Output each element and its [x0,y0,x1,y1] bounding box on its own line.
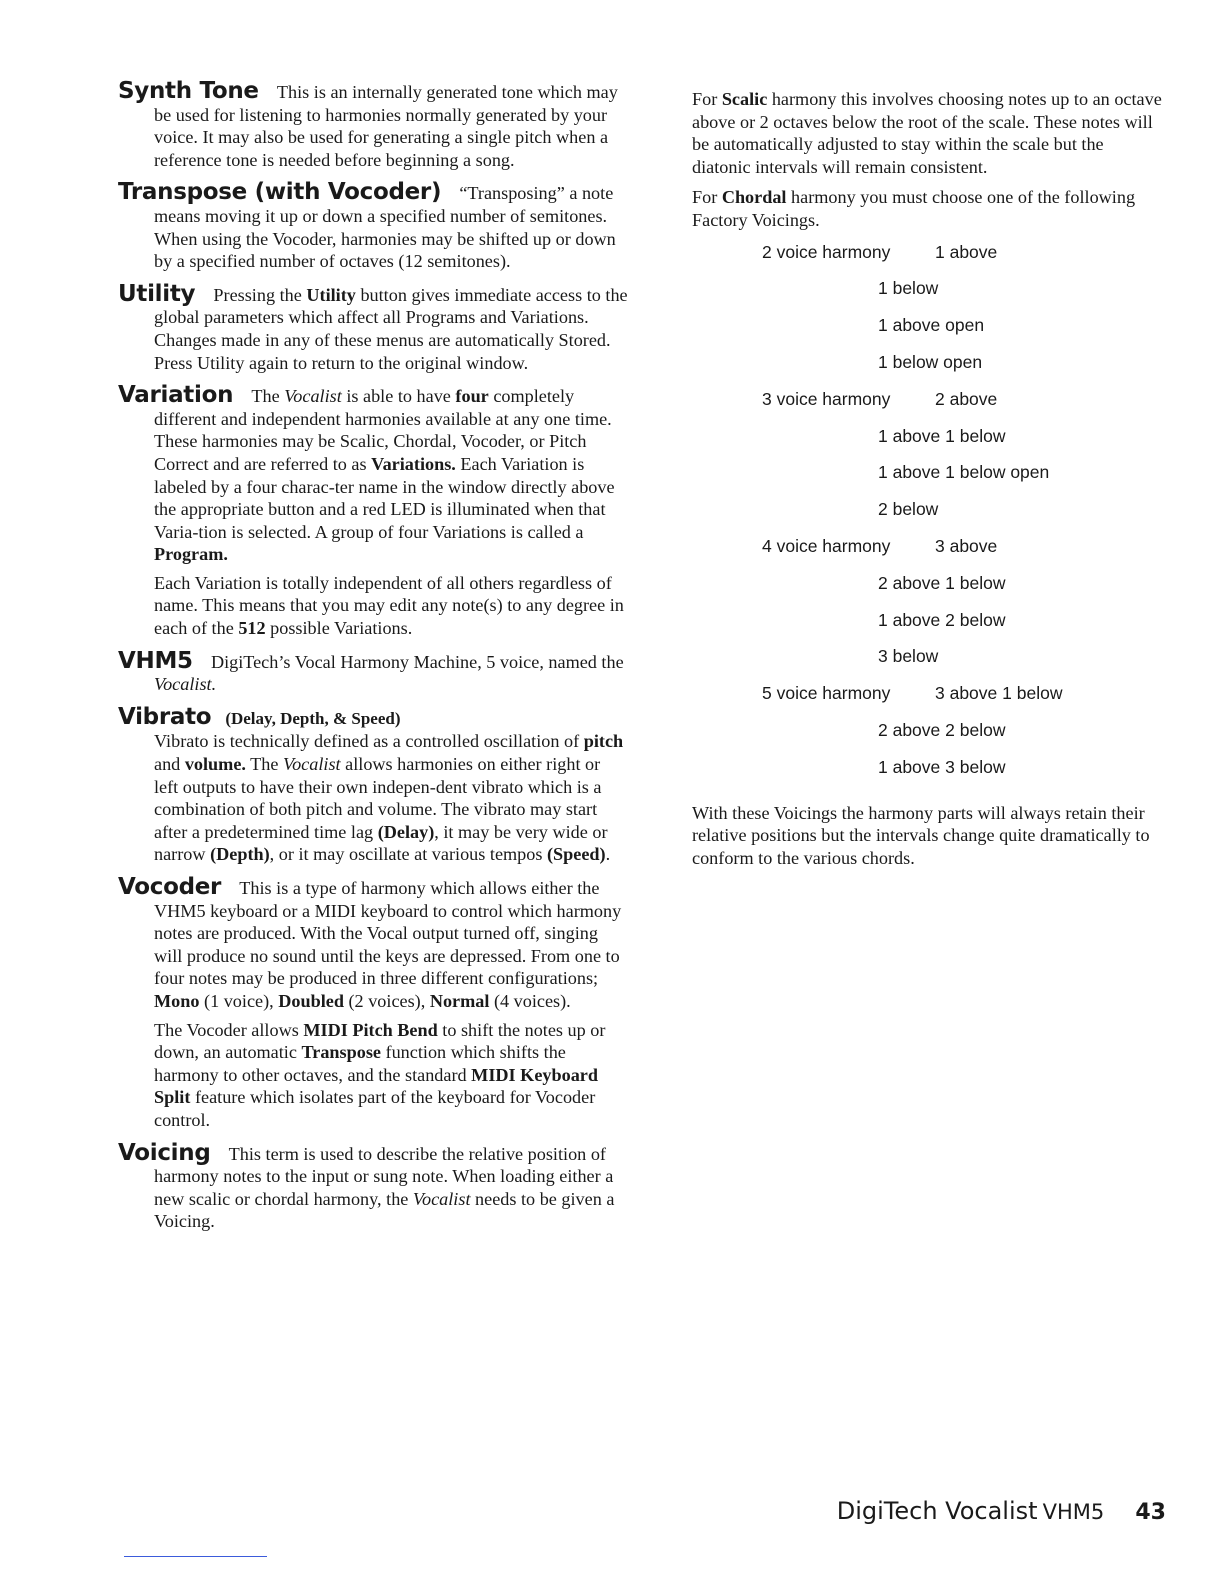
footer-model: VHM5 [1042,1500,1105,1524]
voicing-value: 2 below [878,499,939,520]
glossary-entry [118,80,628,171]
text-run: and [154,754,185,775]
bold-text: Chordal [721,187,787,208]
glossary-term: Variation [118,382,234,409]
definition-paragraph [118,80,628,171]
bold-text: 512 [238,618,266,639]
bottom-divider [124,1556,267,1557]
text-run: harmony you must choose one of the following Factory Voicings. [692,187,1136,230]
bold-text: volume. [184,754,246,775]
definition-paragraph [118,572,628,640]
text-run: For [692,89,722,109]
glossary-entry [118,703,628,866]
glossary-entry [118,280,628,374]
text-run: “Transposing” a note means moving it up or down a specified number of semitones. When using the Vocoder, harmonies may be shifted up or down by a specified number of octaves (12 semitones). [154,183,616,272]
body-paragraph [692,802,1162,870]
voicing-group-label: 4 voice harmony [762,535,891,556]
voicing-value: 1 above [935,241,998,262]
text-run: completely different and independent harmonies available at any one time. These harmonies may be Scalic, Chordal, Vocoder, or Pitch Correct and are referred to as [154,386,612,474]
bold-text: Scalic [721,89,768,109]
voicing-row [692,499,1162,536]
voicing-row [692,352,1162,389]
body-paragraph [692,88,1162,178]
term-subtitle: (Delay, Depth, & Speed) [225,708,401,728]
text-run: Each Variation is totally independent of all others regardless of name. This means that you may edit any note(s) to any degree in each of the [154,572,624,639]
text-run: button gives immediate access to the global parameters which affect all Programs and Variations. Changes made in any of these menus are automatically Stored. Press Utility again to return to the original window. [154,284,628,373]
glossary-term: Transpose (with Vocoder) [118,179,442,206]
glossary-entry [118,876,628,1132]
text-run: The [251,386,285,407]
text-run: function which shifts the harmony to other octaves, and the standard [154,1042,566,1085]
voicing-row [692,536,1162,573]
text-run: , or it may oscillate at various tempos [269,844,547,865]
glossary-term: Vibrato [118,703,212,730]
voicing-value: 1 above 2 below [878,609,1006,630]
text-run: The [245,754,283,775]
definition-paragraph [118,876,628,1013]
voicing-outro [692,802,1162,870]
footer-title: DigiTech Vocalist [836,1497,1038,1525]
text-run: (4 voices). [489,990,571,1011]
glossary-entry [118,181,628,272]
voicing-row [692,389,1162,426]
text-run: Vibrato is technically defined as a controlled oscillation of [154,731,584,752]
glossary-term: Synth Tone [118,78,259,104]
bold-text: Program. [154,544,228,565]
bold-text: Transpose [301,1042,381,1063]
voicing-value: 3 above 1 below [935,683,1063,704]
voicing-row [692,315,1162,352]
bold-text: (Delay) [377,821,435,842]
voicing-value: 2 above 1 below [878,572,1006,593]
bold-text: (Depth) [210,844,270,865]
text-run: feature which isolates part of the keyboard for Vocoder control. [154,1087,596,1130]
italic-text: Vocalist. [154,674,217,695]
voicing-value: 1 above 3 below [878,756,1006,777]
bold-text: MIDI Keyboard Split [154,1064,598,1108]
italic-text: Vocalist [284,386,342,407]
bold-text: four [455,386,489,407]
text-run: , it may be very wide or narrow [154,821,608,865]
glossary-term: VHM5 [118,647,193,674]
text-run: This is an internally generated tone which may be used for listening to harmonies normally generated by your voice. It may also be used for generating a single pitch when a reference tone is needed before beginning a song. [154,82,618,170]
glossary-entry [118,384,628,640]
bold-text: Doubled [278,990,344,1011]
bold-text: Mono [154,990,200,1011]
text-run: Each Variation is labeled by a four charac-ter name in the window directly above the appropriate button and a red LED is illuminated when that Varia-tion is selected. A group of four Variations is called a [154,453,615,542]
voicing-row [692,646,1162,683]
glossary-entry [118,1139,628,1233]
bold-text: (Speed) [546,844,606,865]
voicing-group-label: 3 voice harmony [762,388,891,409]
text-run: harmony this involves choosing notes up to an octave above or 2 octaves below the root of the scale. These notes will be automatically adjusted to stay within the scale but the diatonic intervals will remain consistent. [692,89,1162,177]
bold-text: Variations. [371,453,456,474]
voicing-group-label: 2 voice harmony [762,241,891,262]
voicing-value: 3 below [878,646,939,667]
definition-paragraph [118,703,628,866]
voicing-row [692,278,1162,315]
italic-text: Vocalist [412,1188,471,1209]
text-run: This term is used to describe the relative position of harmony notes to the input or sung note. When loading either a new scalic or chordal harmony, the [154,1143,614,1209]
voicing-row [692,720,1162,757]
text-run: DigiTech’s Vocal Harmony Machine, 5 voice, named the [210,651,624,672]
page-footer [837,1497,1166,1525]
voicing-row [692,426,1162,463]
voicing-value: 1 below [878,278,939,299]
text-run: Pressing the [213,284,307,305]
voicing-row [692,573,1162,610]
definition-paragraph [118,181,628,272]
voicing-group-label: 5 voice harmony [762,683,891,704]
definition-paragraph [118,1139,628,1233]
text-run: (1 voice), [199,990,279,1011]
voicing-row [692,242,1162,279]
text-run: For [692,187,722,208]
definition-paragraph [118,280,628,374]
body-paragraph [692,186,1162,231]
bold-text: MIDI Pitch Bend [303,1019,438,1040]
text-run: (2 voices), [343,990,430,1011]
glossary-left-column [118,80,628,1243]
glossary-entry [118,647,628,696]
factory-voicings-list [692,242,1162,794]
voicing-value: 1 above 1 below open [878,462,1050,483]
voicing-value: 1 above 1 below [878,425,1006,446]
text-run: possible Variations. [265,618,413,639]
voicing-value: 1 below open [878,351,983,372]
voicing-value: 2 above [935,388,998,409]
voicing-value: 3 above [935,535,998,556]
bold-text: pitch [583,731,624,752]
voicing-row [692,683,1162,720]
text-run: is able to have [341,386,456,407]
glossary-term: Vocoder [118,874,222,900]
definition-paragraph [118,384,628,566]
definition-paragraph [118,1019,628,1132]
definition-paragraph [118,647,628,696]
voicing-row [692,462,1162,499]
glossary-term: Voicing [118,1139,211,1166]
voicing-right-column [692,88,1162,877]
text-run: needs to be given a Voicing. [154,1188,615,1232]
text-run: With these Voicings the harmony parts will always retain their relative positions but the intervals change quite dramatically to conform to the various chords. [692,802,1150,868]
text-run: . [605,844,611,865]
italic-text: Vocalist [283,754,341,775]
voicing-value: 1 above open [878,315,985,336]
voicing-row [692,610,1162,647]
glossary-term: Utility [118,280,196,307]
voicing-value: 2 above 2 below [878,719,1006,740]
bold-text: Utility [306,284,356,305]
voicing-intro [692,88,1162,232]
voicing-row [692,757,1162,794]
page-number: 43 [1135,1500,1166,1525]
text-run: This is a type of harmony which allows either the VHM5 keyboard or a MIDI keyboard to control which harmony notes are produced. With the Vocal output turned off, singing will produce no sound until the keys are depressed. From one to four notes may be produced in three different configurations; [154,878,622,989]
bold-text: Normal [429,990,490,1011]
text-run: allows harmonies on either right or left outputs to have their own indepen-dent vibrato which is a combination of both pitch and volume. The vibrato may start after a predetermined time lag [154,754,602,842]
text-run: to shift the notes up or down, an automatic [154,1019,606,1063]
text-run: The Vocoder allows [154,1019,304,1040]
